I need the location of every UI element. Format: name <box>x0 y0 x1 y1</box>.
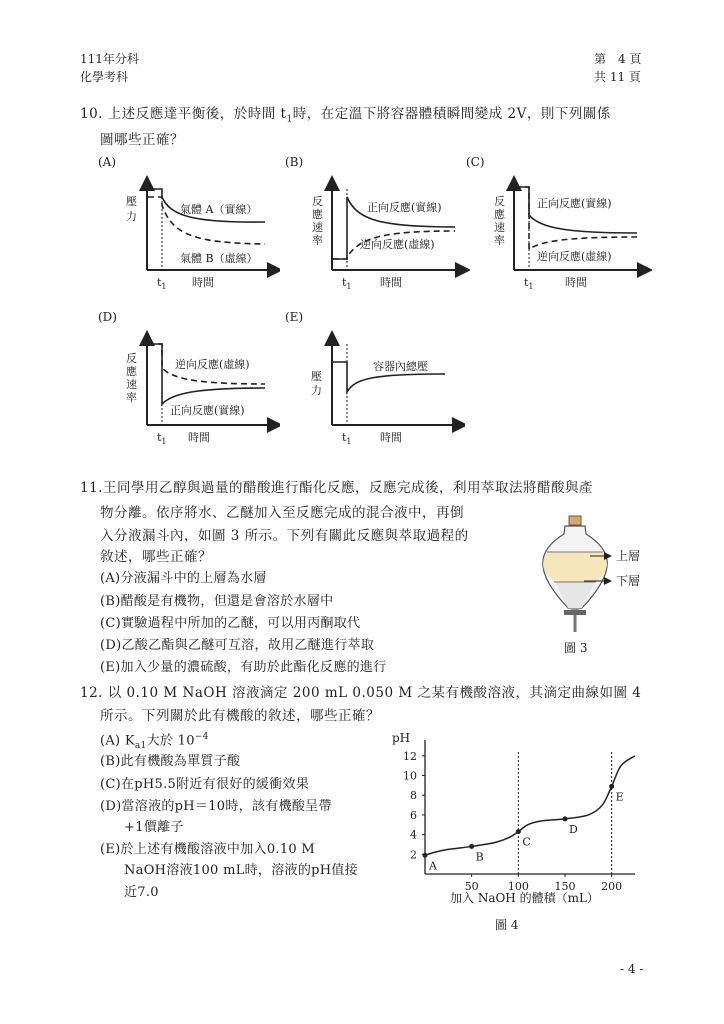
y-axis-label: pH <box>392 731 411 745</box>
q12-option-b: (B)此有機酸為單質子酸 <box>100 754 241 769</box>
graph-d <box>120 330 280 450</box>
y-tick-label: 12 <box>403 749 417 763</box>
graph-b-curve1-label: 正向反應(實線) <box>367 201 442 214</box>
q10-stem-line2: 圖哪些正確？ <box>100 132 184 148</box>
graph-d-curve1-label: 逆向反應(虛線) <box>175 358 250 371</box>
graph-e-ylabel-1: 壓 <box>311 370 322 383</box>
q11-option-c: (C)實驗過程中所加的乙醚，可以用丙酮取代 <box>100 616 361 631</box>
x-tick-label: 150 <box>554 880 576 893</box>
point-e <box>609 784 614 789</box>
y-tick-label: 2 <box>410 848 417 862</box>
exam-year: 111年分科 <box>80 52 139 66</box>
funnel-lower-label: 下層 <box>616 574 641 588</box>
figure-3-caption: 圖 3 <box>564 641 588 655</box>
page-total: 共 11 頁 <box>594 70 641 84</box>
graph-c-curve1-label: 正向反應(實線) <box>537 197 612 210</box>
y-tick-label: 4 <box>410 828 417 842</box>
footer-page-number: - 4 - <box>620 962 644 976</box>
graph-a-xlabel: 時間 <box>192 276 214 289</box>
graph-b-letter: (B) <box>285 155 304 169</box>
q12-option-e-line3: 近7.0 <box>124 885 159 900</box>
y-tick-label: 6 <box>410 808 417 822</box>
graph-c-letter: (C) <box>466 155 485 169</box>
x-tick-label: 50 <box>464 880 479 893</box>
point-b <box>469 844 474 849</box>
funnel-stopper <box>569 516 581 525</box>
graph-e-curve-label: 容器內總壓 <box>373 360 428 373</box>
exam-subject: 化學考科 <box>80 70 129 84</box>
graph-e-xlabel: 時間 <box>380 431 402 444</box>
graph-a-curve2-label: 氣體 B（虛線） <box>180 252 258 265</box>
point-label-b: B <box>475 850 484 864</box>
q12-option-d-line1: (D)當溶液的pH＝10時，該有機酸呈帶 <box>100 799 332 814</box>
graph-d-t1: $t_1$ <box>157 431 167 446</box>
q11-option-d: (D)乙酸乙酯與乙醚可互溶，故用乙醚進行萃取 <box>100 638 375 653</box>
q11-stem-line1: 11.王同學用乙醇與過量的醋酸進行酯化反應，反應完成後，利用萃取法將醋酸與產 <box>80 480 593 496</box>
q12-option-a: (A) $K_{a1}$大於 $10^{-4}$ <box>100 732 209 751</box>
graph-c <box>487 175 652 295</box>
graph-c-curve2-label: 逆向反應(虛線) <box>537 250 612 263</box>
point-a <box>423 853 428 858</box>
point-d <box>563 816 568 821</box>
point-label-d: D <box>569 822 578 836</box>
graph-e-t1: $t_1$ <box>342 431 352 446</box>
graph-a-t1: $t_1$ <box>157 276 167 291</box>
y-tick-label: 8 <box>410 789 417 803</box>
graph-c-ylabel: 反應速率 <box>494 195 505 247</box>
q12-stem-line1: 12. 以 0.10 M NaOH 溶液滴定 200 mL 0.050 M 之某有機酸溶液，其滴定曲線如圖 4 <box>80 685 642 701</box>
graph-a-ylabel-1: 壓 <box>126 195 137 208</box>
q10-stem-line1: 10. 上述反應達平衡後，於時間 $t_1$時，在定溫下將容器體積瞬間變成 2V，則下列關係 <box>80 106 611 125</box>
graph-a-ylabel-2: 力 <box>126 210 137 223</box>
graph-a-curve1-label: 氣體 A（實線） <box>180 203 258 216</box>
q12-stem-line2: 所示。下列關於此有機酸的敘述，哪些正確？ <box>100 708 380 724</box>
page-number: 第 4 頁 <box>594 52 642 66</box>
point-label-c: C <box>522 835 531 849</box>
graph-b-ylabel: 反應速率 <box>312 195 323 247</box>
point-label-e: E <box>615 790 624 804</box>
point-label-a: A <box>429 859 437 873</box>
graph-e <box>305 330 465 450</box>
q12-option-c: (C)在pH5.5附近有很好的緩衝效果 <box>100 777 310 792</box>
separatory-funnel-figure <box>520 512 650 657</box>
figure-4-caption: 圖 4 <box>495 918 519 932</box>
graph-a-letter: (A) <box>98 155 117 169</box>
graph-d-letter: (D) <box>98 310 117 324</box>
funnel-upper-label: 上層 <box>616 549 641 563</box>
graph-b <box>305 175 470 295</box>
graph-e-letter: (E) <box>285 310 304 324</box>
graph-b-xlabel: 時間 <box>380 276 402 289</box>
graph-e-ylabel-2: 力 <box>311 384 322 397</box>
point-c <box>516 829 521 834</box>
y-tick-label: 10 <box>403 769 417 783</box>
graph-b-t1: $t_1$ <box>342 276 352 291</box>
q11-option-e: (E)加入少量的濃硫酸，有助於此酯化反應的進行 <box>100 660 387 675</box>
graph-c-xlabel: 時間 <box>565 276 587 289</box>
q11-option-a: (A)分液漏斗中的上層為水層 <box>100 571 267 586</box>
graph-c-t1: $t_1$ <box>524 276 534 291</box>
q11-stem-line4: 敘述，哪些正確？ <box>100 549 212 565</box>
graph-b-curve2-label: 逆向反應(虛線) <box>360 238 435 251</box>
titration-curve-chart <box>370 728 650 908</box>
graph-a <box>120 175 280 295</box>
graph-d-xlabel: 時間 <box>188 431 210 444</box>
q12-option-e-line1: (E)於上述有機酸溶液中加入0.10 M <box>100 842 316 857</box>
q11-stem-line2: 物分離。依序將水、乙醚加入至反應完成的混合液中，再倒 <box>100 505 464 521</box>
x-tick-label: 100 <box>507 880 529 893</box>
q11-option-b: (B)醋酸是有機物，但還是會溶於水層中 <box>100 594 334 609</box>
x-tick-label: 200 <box>601 880 623 893</box>
q12-option-e-line2: NaOH溶液100 mL時，溶液的pH值接 <box>124 863 358 878</box>
graph-d-curve2-label: 正向反應(實線) <box>170 404 245 417</box>
graph-d-ylabel: 反應速率 <box>126 352 137 404</box>
q11-stem-line3: 入分液漏斗內，如圖 3 所示。下列有關此反應與萃取過程的 <box>100 528 469 544</box>
x-axis-label: 加入 NaOH 的體積（mL） <box>450 891 599 905</box>
q12-option-d-line2: +1價離子 <box>124 820 184 835</box>
